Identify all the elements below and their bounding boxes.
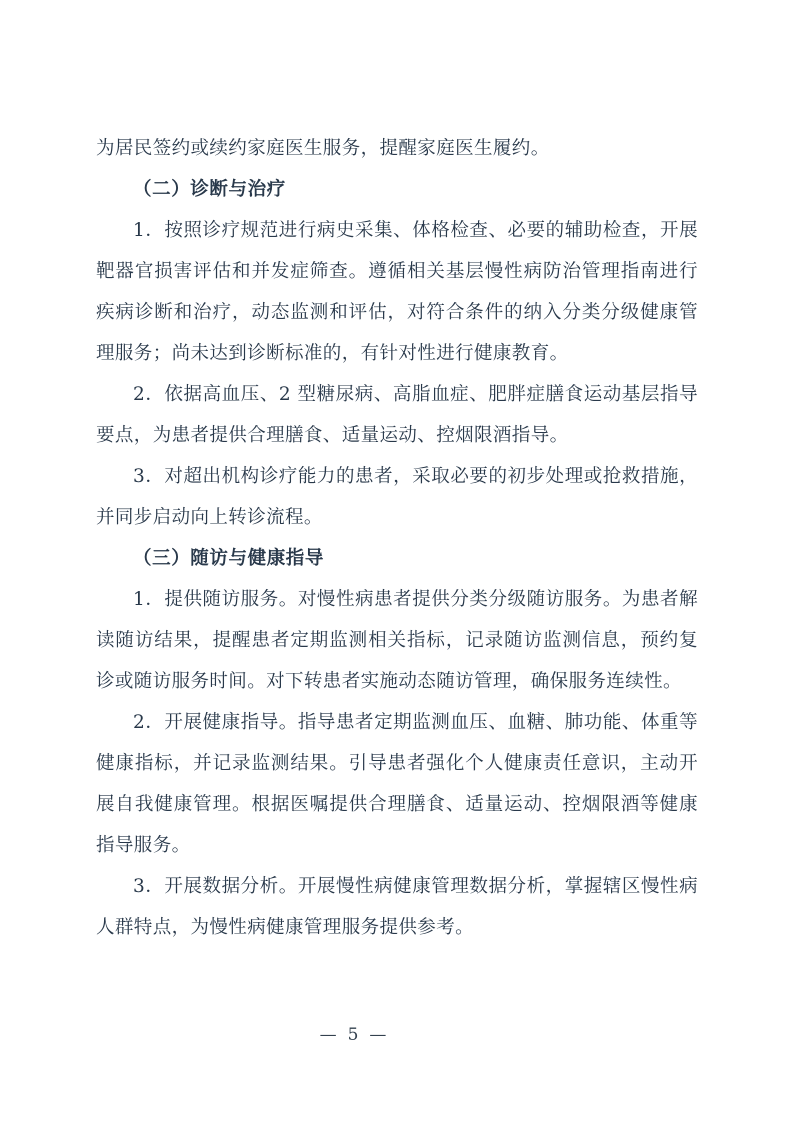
paragraph: 3．开展数据分析。开展慢性病健康管理数据分析，掌握辖区慢性病人群特点，为慢性病健康管理服务提供参考。: [96, 876, 698, 938]
section-heading: （二）诊断与治疗: [133, 179, 286, 200]
document-body: [96, 128, 698, 948]
footer-dash-right: —: [369, 1025, 389, 1045]
page-number: 5: [347, 1025, 361, 1045]
paragraph: 1．按照诊疗规范进行病史采集、体格检查、必要的辅助检查，开展靶器官损害评估和并发症筛查。遵循相关基层慢性病防治管理指南进行疾病诊断和治疗，动态监测和评估，对符合条件的纳入分类分级健康管理服务；尚未达到诊断标准的，有针对性进行健康教育。: [96, 220, 698, 364]
footer-dash-left: —: [319, 1025, 339, 1045]
paragraph: 2．开展健康指导。指导患者定期监测血压、血糖、肺功能、体重等健康指标，并记录监测结果。引导患者强化个人健康责任意识，主动开展自我健康管理。根据医嘱提供合理膳食、适量运动、控烟限酒等健康指导服务。: [96, 712, 698, 856]
page-footer: [0, 1025, 794, 1045]
paragraph: 1．提供随访服务。对慢性病患者提供分类分级随访服务。为患者解读随访结果，提醒患者定期监测相关指标，记录随访监测信息，预约复诊或随访服务时间。对下转患者实施动态随访管理，确保服务连续性。: [96, 589, 698, 692]
paragraph: 为居民签约或续约家庭医生服务，提醒家庭医生履约。: [96, 138, 550, 159]
page-number-group: [311, 1025, 398, 1045]
paragraph: 3．对超出机构诊疗能力的患者，采取必要的初步处理或抢救措施，并同步启动向上转诊流程。: [96, 466, 698, 528]
section-heading: （三）随访与健康指导: [133, 548, 325, 569]
paragraph: 2．依据高血压、2 型糖尿病、高脂血症、肥胖症膳食运动基层指导要点，为患者提供合理膳食、适量运动、控烟限酒指导。: [96, 384, 698, 446]
